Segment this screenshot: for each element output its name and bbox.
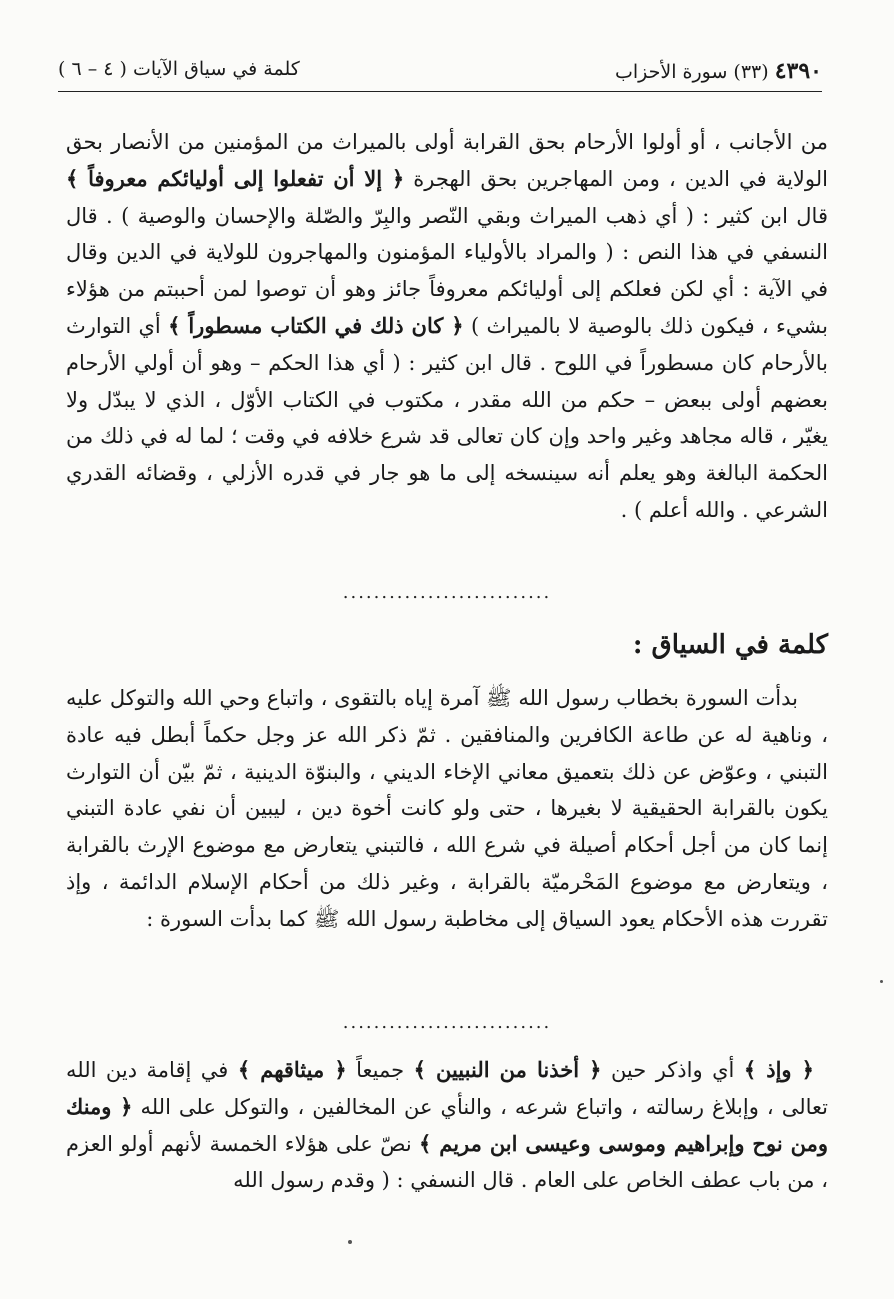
header-section-title: كلمة في سياق الآيات ( ٤ – ٦ ) <box>58 58 300 80</box>
quran-quote: ﴿ إلا أن تفعلوا إلى أوليائكم معروفاً ﴾ <box>66 165 405 191</box>
section-separator: ........................... <box>342 582 552 603</box>
header-right <box>615 58 822 84</box>
section-heading: كلمة في السياق : <box>632 630 828 660</box>
ink-speck <box>880 980 883 983</box>
paragraph-text: بدأت السورة بخطاب رسول الله ﷺ آمرة إياه بالتقوى ، واتباع وحي الله والتوكل عليه ، وناهية له عن طاعة الكافرين والمنافقين . ثمّ ذكر الله عز وجل حكماً أبطل فيه عادة التبني ، وعوّض عن ذلك بتعميق معاني الإخاء الديني ، والبنوّة الدينية ، ثمّ بيّن أن التوارث يكون بالقرابة الحقيقية لا بغيرها ، حتى ولو كانت أخوة دين ، ليبين أن نفي عادة التبني إنما كان من أجل أحكام أصيلة في شرع الله ، فالتبني يتعارض مع موضوع الإرث بالقرابة ، ويتعارض مع موضوع المَحْرميّة بالقرابة ، وغير ذلك من أحكام الإسلام الدائمة ، وإذ تقررت هذه الأحكام يعود السياق إلى مخاطبة رسول الله ﷺ كما بدأت السورة : <box>66 686 828 931</box>
page-number: ٤٣٩٠ <box>774 58 822 84</box>
paragraph-text: أي واذكر حين <box>610 1058 735 1082</box>
paragraph-text: في إقامة دين الله تعالى ، وإبلاغ رسالته ، واتباع شرعه ، والنأي عن المخالفين ، والتوكل على الله <box>66 1058 828 1119</box>
surah-name: (٣٣) سورة الأحزاب <box>614 61 769 83</box>
quran-quote: ﴿ ميثاقهم ﴾ <box>237 1057 347 1082</box>
quran-quote: ﴿ كان ذلك في الكتاب مسطوراً ﴾ <box>168 312 464 338</box>
section-separator: ........................... <box>342 1012 552 1033</box>
paragraph-text: جميعاً <box>356 1058 405 1082</box>
quran-quote: ﴿ وإذ ﴾ <box>743 1057 814 1082</box>
paragraph-text: قال ابن كثير : ( أي ذهب الميراث وبقي النّصر والبِرّ والصّلة والإحسان والوصية ) . قال النسفي في هذا النص : ( والمراد بالأولياء المؤمنون والمهاجرون للولاية في الدين وقال في الآية : أي لكن فعلكم إلى أوليائكم معروفاً جائز وهو أن توصوا لمن أحببتم من هؤلاء بشيء ، فيكون ذلك بالوصية لا بالميراث ) <box>66 203 828 338</box>
quran-quote: ﴿ ومنك ومن نوح وإبراهيم وموسى وعيسى ابن مريم ﴾ <box>66 1093 828 1156</box>
tafsir-paragraph <box>66 1052 828 1199</box>
running-header <box>58 52 822 88</box>
ink-speck <box>348 1240 352 1244</box>
quran-quote: ﴿ أخذنا من النبيين ﴾ <box>413 1057 602 1082</box>
paragraph-text: نصّ على هؤلاء الخمسة لأنهم أولو العزم ، من باب عطف الخاص على العام . قال النسفي : ( وقدم رسول الله <box>66 1131 828 1193</box>
paragraph-text: من الأجانب ، أو أولوا الأرحام بحق القرابة أولى بالميراث من المؤمنين من الأنصار بحق الولاية في الدين ، ومن المهاجرين بحق الهجرة <box>66 130 828 191</box>
header-rule <box>58 91 822 92</box>
context-paragraph <box>66 680 828 938</box>
commentary-paragraph <box>66 124 828 529</box>
paragraph-text: أي التوارث بالأرحام كان مسطوراً في اللوح . قال ابن كثير : ( أي هذا الحكم – وهو أن أولي الأرحام بعضهم أولى ببعض – حكم من الله مقدر ، مكتوب في الكتاب الأوّل ، الذي لا يبدّل ولا يغيّر ، قاله مجاهد وغير واحد وإن كان تعالى قد شرع خلافه في وقت ؛ لما له في ذلك من الحكمة البالغة وهو يعلم أنه سينسخه إلى ما هو جار في قدره الأزلي ، وقضائه القدري الشرعي . والله أعلم ) . <box>66 313 828 522</box>
